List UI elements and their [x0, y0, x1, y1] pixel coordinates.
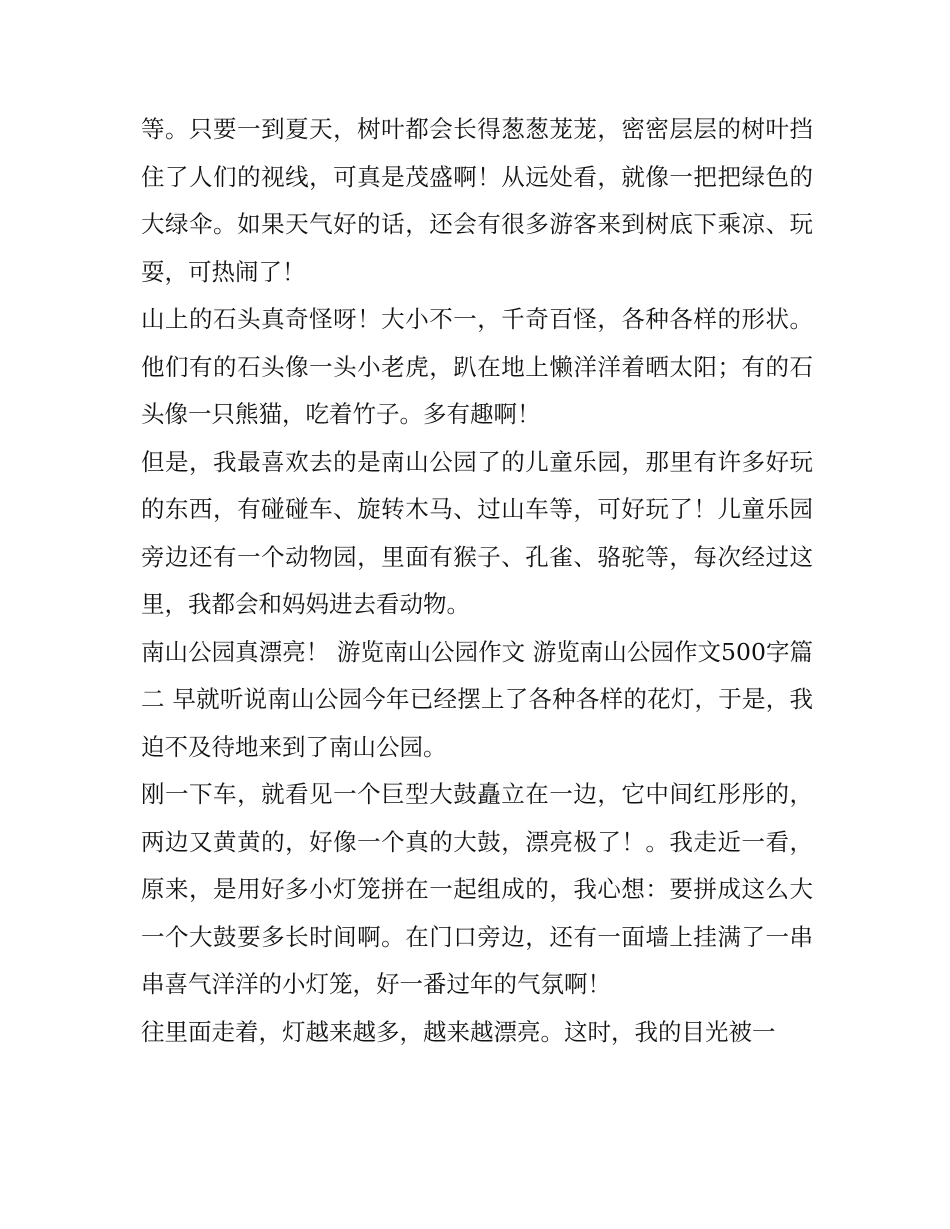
- paragraph-more-lanterns: 往里面走着，灯越来越多，越来越漂亮。这时，我的目光被一: [141, 1017, 776, 1046]
- document-body: [141, 106, 813, 1056]
- paragraph-essay-two-intro: 南山公园真漂亮！ 游览南山公园作文 游览南山公园作文500字篇二 早就听说南山公园今年已经摆上了各种各样的花灯，于是，我迫不及待地来到了南山公园。: [141, 637, 813, 761]
- paragraph-big-drum-lantern: 刚一下车，就看见一个巨型大鼓矗立在一边，它中间红彤彤的，两边又黄黄的，好像一个真的大鼓，漂亮极了！。我走近一看，原来，是用好多小灯笼拼在一起组成的，我心想：要拼成这么大一个大鼓要多长时间啊。在门口旁边，还有一面墙上挂满了一串串喜气洋洋的小灯笼，好一番过年的气氛啊！: [141, 780, 813, 998]
- paragraph-childrens-park: 但是，我最喜欢去的是南山公园了的儿童乐园，那里有许多好玩的东西，有碰碰车、旋转木马、过山车等，可好玩了！儿童乐园旁边还有一个动物园，里面有猴子、孔雀、骆驼等，每次经过这里，我都会和妈妈进去看动物。: [141, 447, 813, 618]
- paragraph-strange-stones: 山上的石头真奇怪呀！大小不一，千奇百怪，各种各样的形状。他们有的石头像一头小老虎，趴在地上懒洋洋着晒太阳；有的石头像一只熊猫，吃着竹子。多有趣啊！: [141, 305, 813, 428]
- paragraph-summer-trees: 等。只要一到夏天，树叶都会长得葱葱茏茏，密密层层的树叶挡住了人们的视线，可真是茂盛啊！从远处看，就像一把把绿色的大绿伞。如果天气好的话，还会有很多游客来到树底下乘凉、玩耍，可热闹了！: [141, 115, 813, 286]
